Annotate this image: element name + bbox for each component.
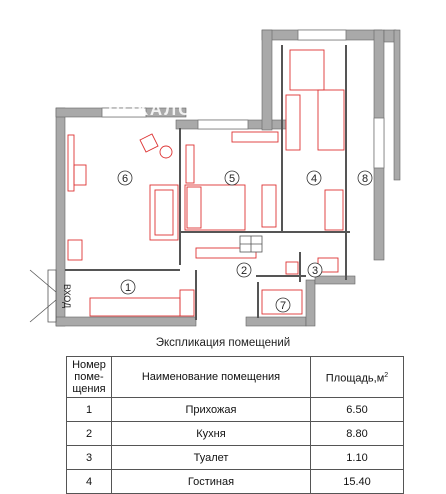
row-area: 8.80 <box>311 422 404 446</box>
table-row <box>67 470 404 494</box>
entrance-label: ВХОД <box>62 284 72 309</box>
row-name: Кухня <box>112 422 311 446</box>
vent-shaft <box>240 236 262 252</box>
header-number: Номер поме- щения <box>67 357 112 398</box>
room-marker-7: 7 <box>279 300 287 312</box>
room-marker-5: 5 <box>228 173 236 185</box>
row-number: 1 <box>67 398 112 422</box>
explication-title: Экспликация помещений <box>155 337 291 349</box>
row-name: Гостиная <box>112 470 311 494</box>
header-name: Наименование помещения <box>112 357 311 398</box>
room-marker-2: 2 <box>240 265 248 277</box>
row-area: 15.40 <box>311 470 404 494</box>
row-name: Туалет <box>112 446 311 470</box>
row-number: 4 <box>67 470 112 494</box>
windows <box>102 30 384 168</box>
table-row <box>67 446 404 470</box>
explication-table <box>66 356 404 494</box>
row-number: 2 <box>67 422 112 446</box>
row-area: 1.10 <box>311 446 404 470</box>
row-area: 6.50 <box>311 398 404 422</box>
watermark: ПОКАЛС <box>108 100 193 119</box>
table-row <box>67 422 404 446</box>
table-header-row <box>67 357 404 398</box>
room-marker-1: 1 <box>124 282 132 294</box>
row-name: Прихожая <box>112 398 311 422</box>
room-marker-4: 4 <box>310 173 318 185</box>
header-area: $Площадь,м^2$ <box>311 357 404 398</box>
row-number: 3 <box>67 446 112 470</box>
entrance <box>30 270 56 322</box>
table-row <box>67 398 404 422</box>
room-marker-6: 6 <box>121 173 129 185</box>
room-marker-8: 8 <box>361 173 369 185</box>
interior-walls <box>65 45 350 320</box>
room-marker-3: 3 <box>311 265 319 277</box>
